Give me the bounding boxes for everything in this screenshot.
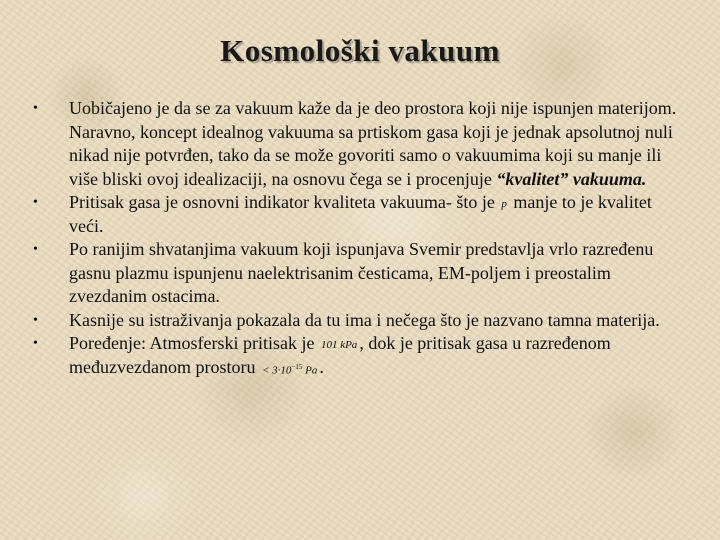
- bullet-dot: •: [33, 242, 38, 257]
- bullet-dot: •: [33, 336, 38, 351]
- bullet-item: [33, 238, 688, 309]
- bullet-text: .: [319, 356, 324, 377]
- bullet-text: Kasnije su istraživanja pokazala da tu ima i nečega što je nazvano tamna materija.: [69, 309, 660, 330]
- bullet-dot: •: [33, 312, 38, 328]
- bullet-text: Uobičajeno je da se za vakuum kaže da je deo prostora koji nije ispunjen materijom. Naravno, koncept idealnog vakuuma sa prtiskom gasa koji je jednak apsolutnoj nuli nikad nije potvrđen, tako da se može govoriti samo o vakuumima koji su manje ili više bliski ovoj idealizaciji, na osnovu čega se i procenjuje: [69, 98, 677, 189]
- bullet-text: Poređenje: Atmosferski pritisak je: [69, 333, 319, 353]
- bullet-dot: •: [33, 195, 38, 210]
- bullet-item: [33, 97, 688, 191]
- bullet-text: manje to je kvalitet veći.: [69, 192, 652, 236]
- bullet-emphasis: “kvalitet” vakuuma.: [496, 168, 647, 189]
- interstellar-pressure-value: [260, 361, 319, 377]
- bullet-list: [33, 97, 688, 379]
- bullet-dot: •: [33, 101, 38, 116]
- slide-title: Kosmološki vakuum: [220, 33, 500, 68]
- bullet-item: [33, 191, 688, 238]
- bullet-item: [33, 309, 688, 333]
- bullet-text: , dok je pritisak gasa u razređenom međuzvezdanom prostoru: [69, 333, 611, 377]
- atmospheric-pressure-value: 101 kPa: [320, 338, 358, 351]
- pressure-symbol: p: [501, 197, 507, 210]
- pressure-mantissa: < 3·10: [261, 364, 292, 377]
- bullet-item: [33, 332, 688, 379]
- pressure-unit: Pa: [302, 364, 318, 377]
- bullet-text: Po ranijim shvatanjima vakuum koji ispunjava Svemir predstavlja vrlo razređenu gasnu plazmu ispunjenu naelektrisanim česticama, EM-poljem i preostalim zvezdanim ostacima.: [69, 239, 654, 306]
- pressure-exponent: −15: [291, 362, 303, 371]
- bullet-text: Pritisak gasa je osnovni indikator kvaliteta vakuuma- što je: [69, 192, 500, 212]
